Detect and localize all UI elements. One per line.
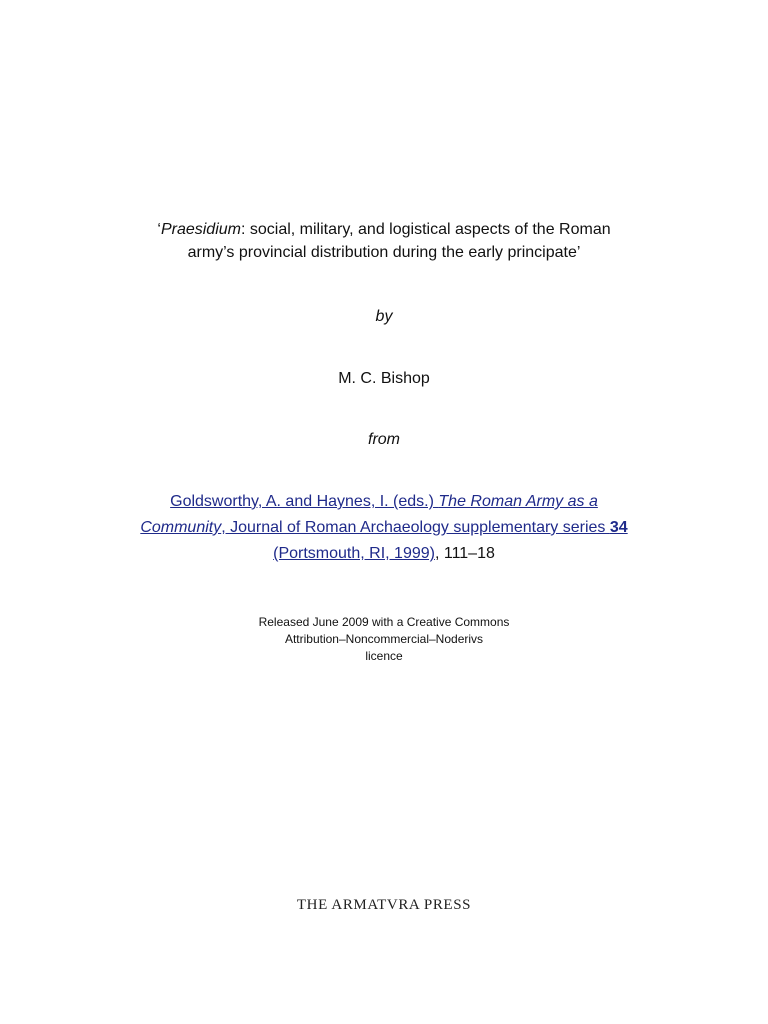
release-notice (0, 614, 768, 665)
publisher-name: THE ARMATVRA PRESS (296, 897, 472, 913)
citation-pages: , 111–18 (434, 545, 495, 562)
citation-series: , Journal of Roman Archaeology supplementary series (221, 519, 610, 536)
citation-book-title-2: Community (140, 519, 222, 536)
from-label (0, 428, 768, 451)
title-line-2: army’s provincial distribution during the early principate’ (187, 244, 581, 261)
citation-link[interactable] (140, 493, 627, 562)
by-label (0, 305, 768, 328)
citation-series-number: 34 (609, 519, 628, 536)
from-text: from (368, 431, 400, 448)
by-text: by (375, 308, 393, 325)
title-line-1 (0, 218, 768, 241)
author-name: M. C. Bishop (338, 370, 430, 387)
release-line-3: licence (365, 649, 403, 663)
title-italic-word: Praesidium (160, 221, 241, 238)
release-line-1: Released June 2009 with a Creative Commons (258, 615, 510, 629)
title-open-quote: ‘ (157, 221, 161, 238)
release-line-2: Attribution–Noncommercial–Noderivs (284, 632, 484, 646)
title-line-1-rest: : social, military, and logistical aspects of the Roman (240, 221, 611, 238)
citation (0, 489, 768, 567)
citation-book-title-1: The Roman Army as a (438, 493, 598, 510)
paper-title (0, 218, 768, 264)
citation-editors: Goldsworthy, A. and Haynes, I. (eds.) (170, 493, 439, 510)
citation-place-year: (Portsmouth, RI, 1999) (273, 545, 435, 562)
